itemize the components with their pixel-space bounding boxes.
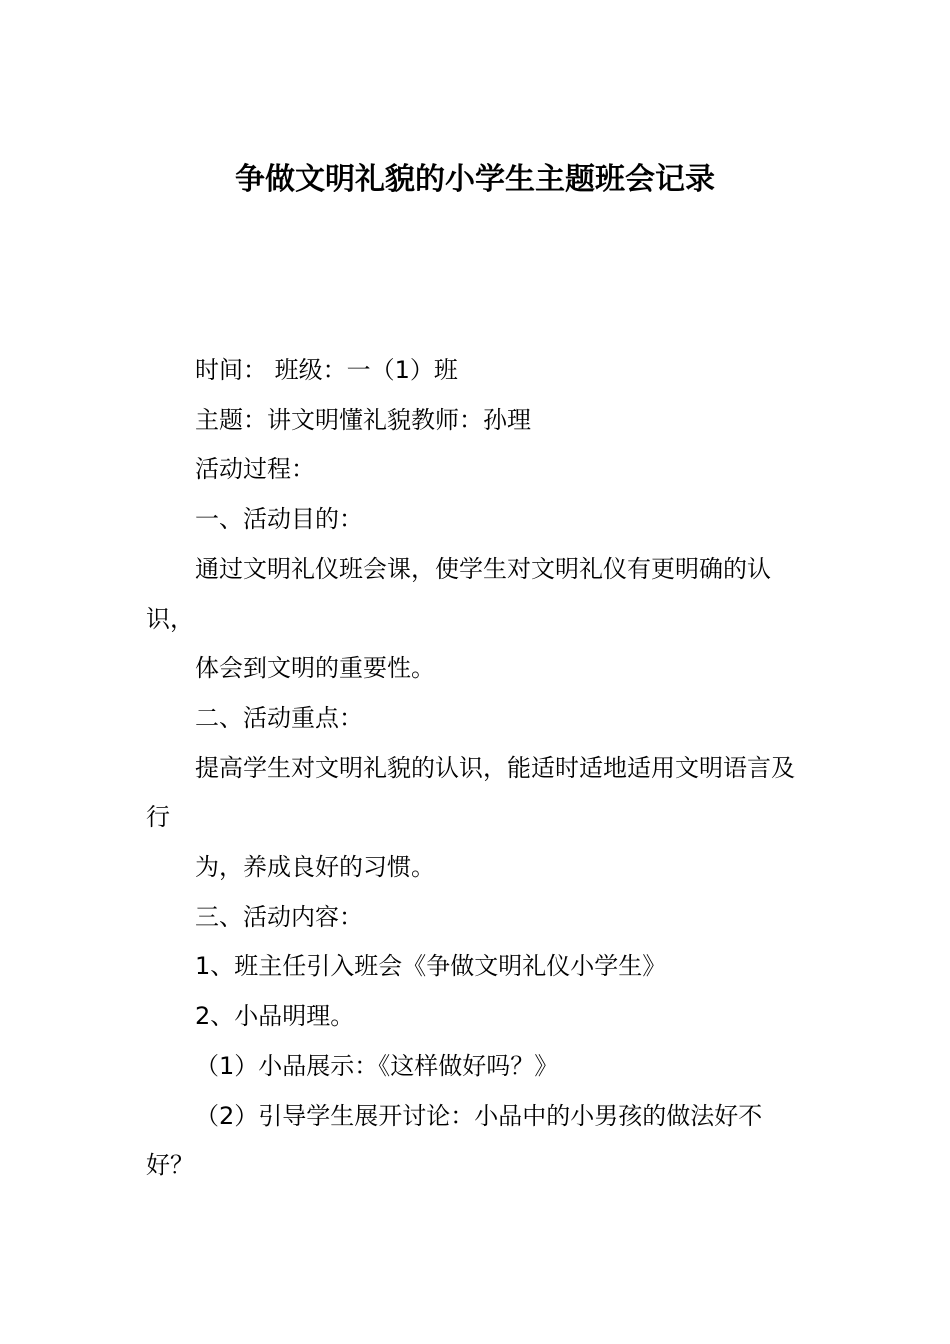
section-heading-focus: 二、活动重点： — [195, 703, 363, 732]
section-heading-purpose: 一、活动目的： — [195, 505, 363, 534]
purpose-paragraph: 通过文明礼仪班会课，使学生对文明礼仪有更明确的认识， — [146, 554, 771, 633]
info-time-class: 时间： 班级：一（1）班 — [195, 356, 458, 384]
document-body — [146, 346, 810, 1191]
purpose-paragraph-cont: 体会到文明的重要性。 — [195, 654, 435, 683]
content-subitem-1: （1）小品展示：《这样做好吗？》 — [195, 1051, 559, 1080]
section-process-heading: 活动过程： — [195, 455, 315, 484]
content-item-2: 2、小品明理。 — [195, 1002, 355, 1031]
focus-paragraph: 提高学生对文明礼貌的认识，能适时适地适用文明语言及行 — [146, 753, 795, 832]
info-theme-teacher: 主题：讲文明懂礼貌教师：孙理 — [195, 405, 531, 434]
document-title: 争做文明礼貌的小学生主题班会记录 — [235, 162, 715, 197]
section-heading-content: 三、活动内容： — [195, 902, 363, 931]
focus-paragraph-cont: 为，养成良好的习惯。 — [195, 853, 435, 882]
content-item-1: 1、班主任引入班会《争做文明礼仪小学生》 — [195, 952, 667, 981]
content-subitem-2: （2）引导学生展开讨论：小品中的小男孩的做法好不好？ — [146, 1101, 763, 1180]
